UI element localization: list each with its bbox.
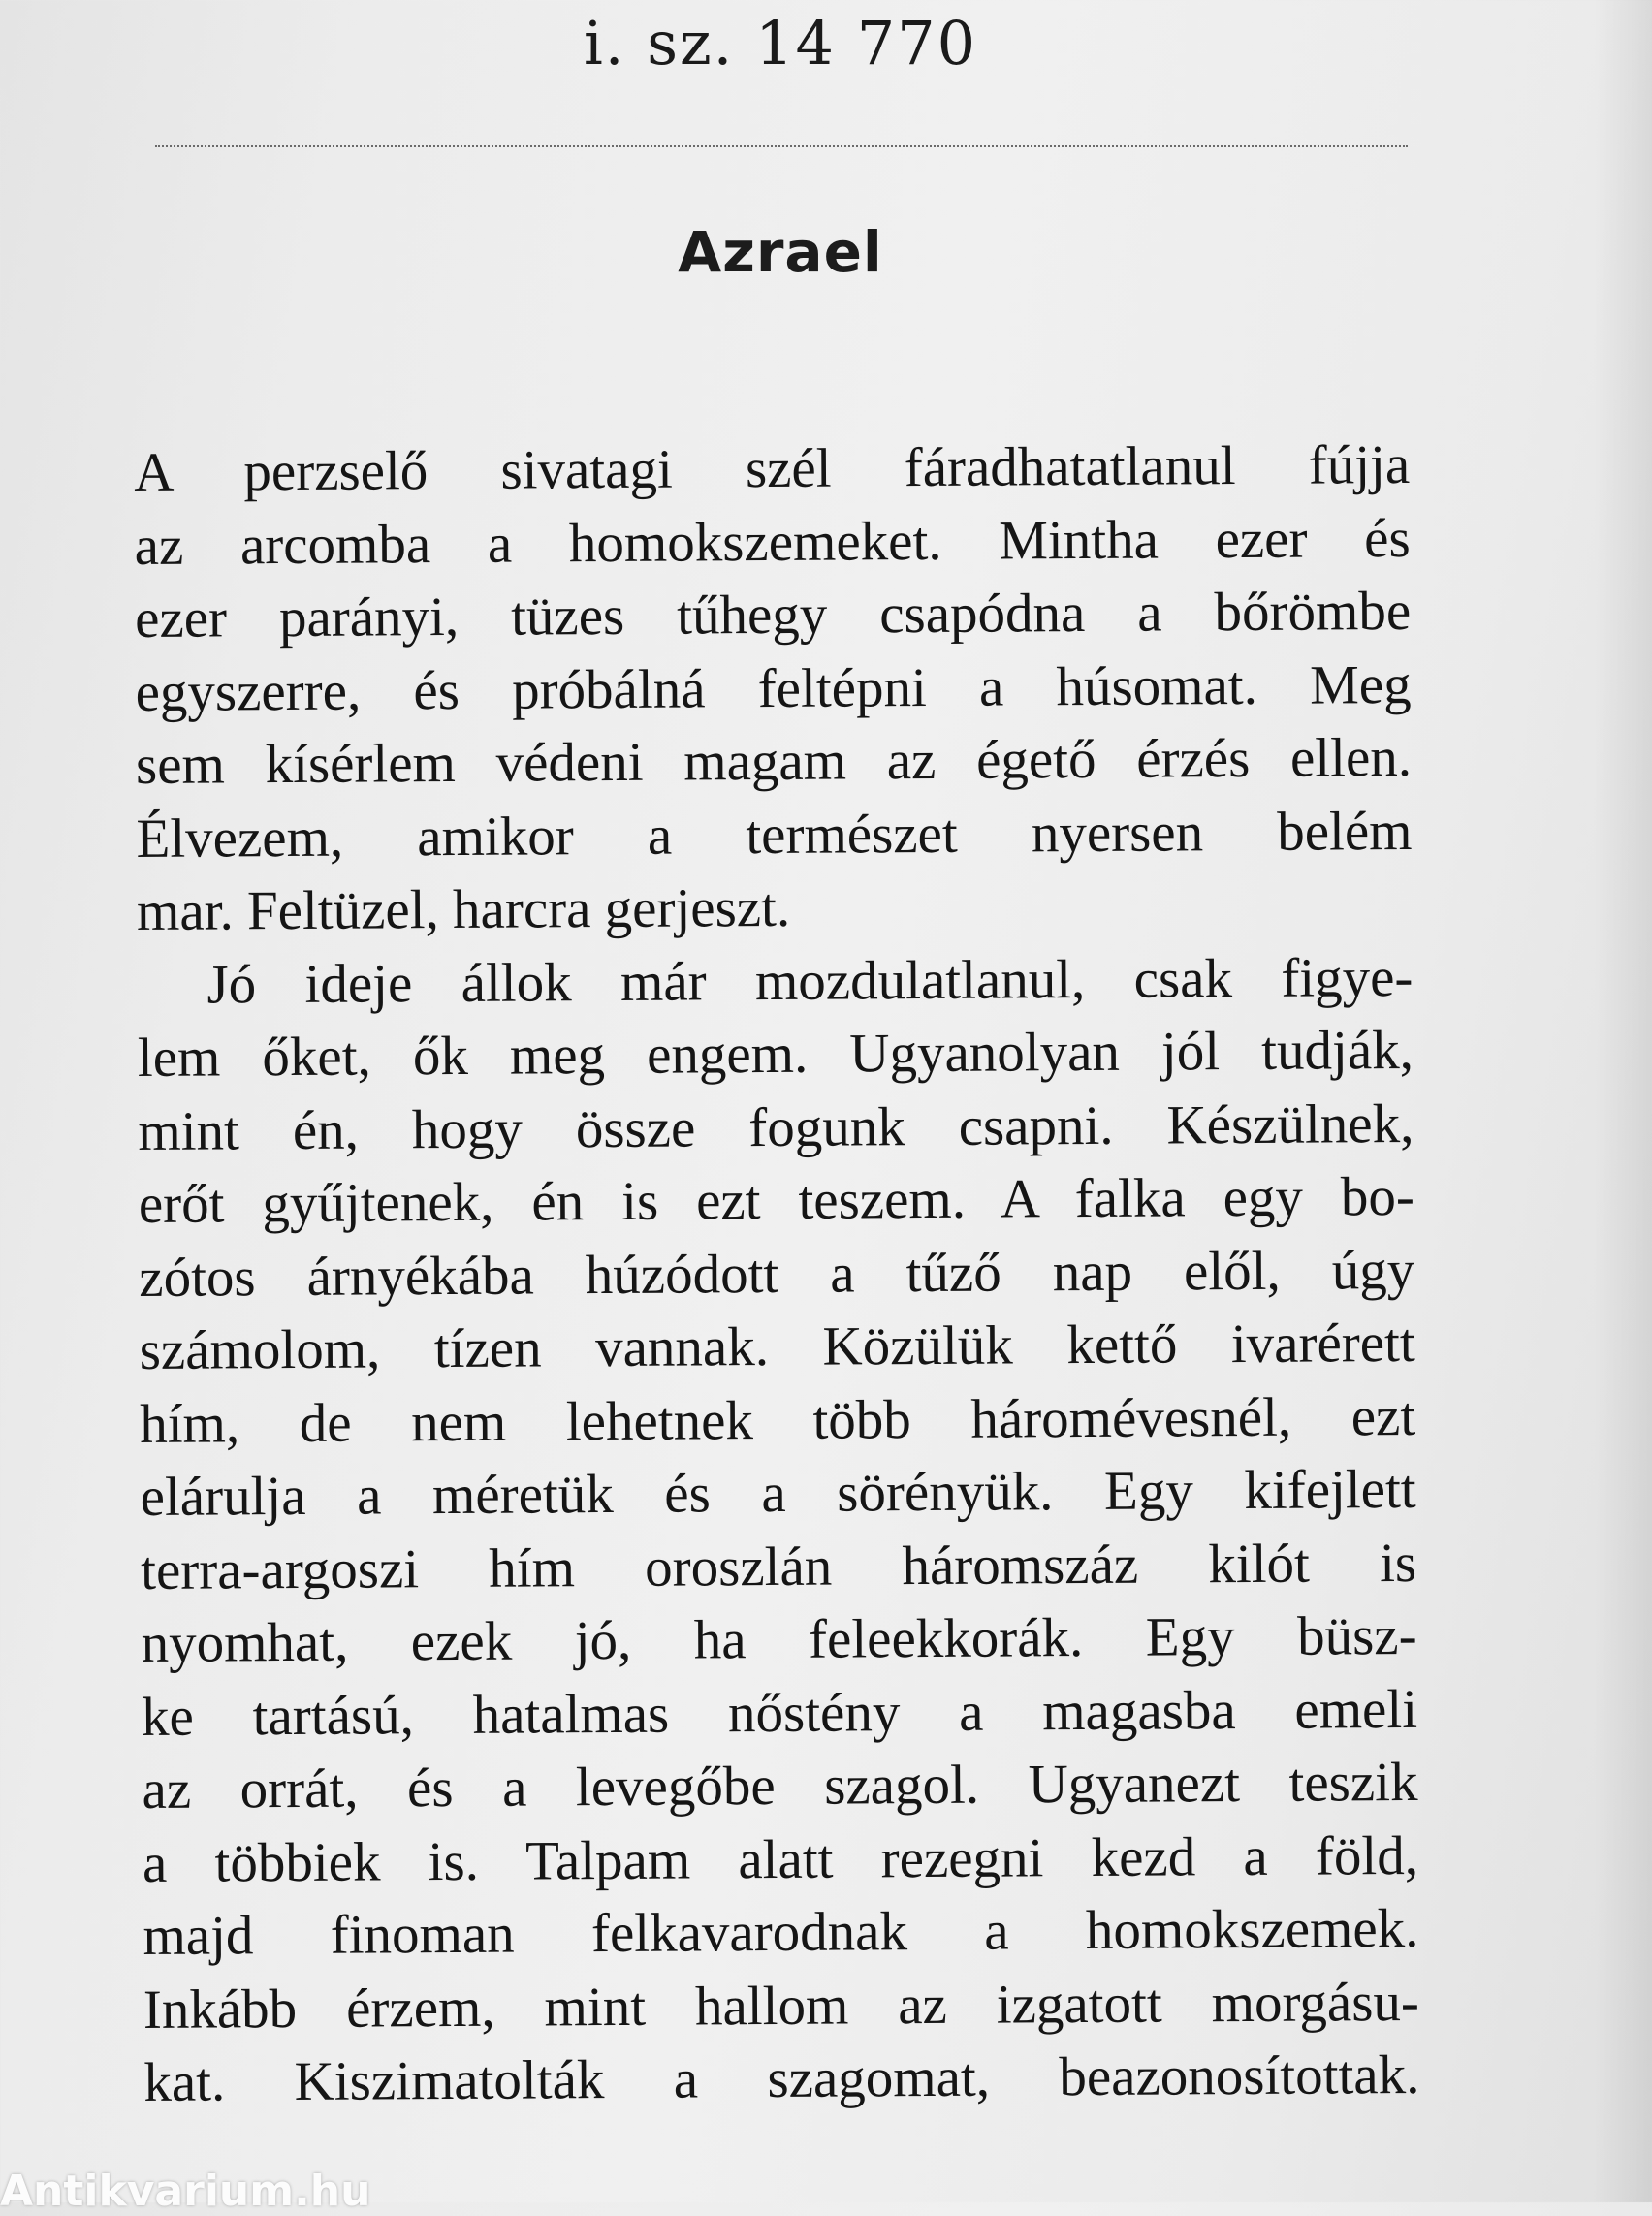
text-line: Élvezem, amikor a természet nyersen belém <box>136 800 1413 870</box>
page-edge-shadow <box>1594 0 1652 2202</box>
text-line: ke tartású, hatalmas nőstény a magasba emeli <box>141 1678 1418 1748</box>
text-line: a többiek is. Talpam alatt rezegni kezd a föld, <box>142 1824 1419 1894</box>
text-line: kat. Kiszimatolták a szagomat, beazonosítottak. <box>143 2043 1420 2113</box>
text-line: nyomhat, ezek jó, ha feleekkorák. Egy büsz- <box>141 1604 1417 1674</box>
text-line: terra-argoszi hím oroszlán háromszáz kilót is <box>140 1532 1417 1601</box>
text-line: ezer parányi, tüzes tűhegy csapódna a bőrömbe <box>134 580 1412 649</box>
text-line: majd finoman felkavarodnak a homokszemek. <box>143 1897 1419 1967</box>
text-line: zótos árnyékába húzódott a tűző nap elől, úgy <box>139 1239 1415 1309</box>
text-line: Jó ideje állok már mozdulatlanul, csak figye- <box>206 946 1414 1016</box>
text-line: hím, de nem lehetnek több háromévesnél, ezt <box>140 1385 1416 1455</box>
text-line: számolom, tízen vannak. Közülük kettő ivarérett <box>139 1312 1415 1381</box>
text-line: A perzselő sivatagi szél fáradhatatlanul fújja <box>134 433 1411 503</box>
text-line: az orrát, és a levegőbe szagol. Ugyanezt teszik <box>142 1751 1418 1820</box>
running-head: i. sz. 14 770 <box>583 8 978 79</box>
paragraph-1 <box>134 428 1413 949</box>
text-line: mint én, hogy össze fogunk csapni. Készülnek, <box>138 1092 1414 1162</box>
text-line: az arcomba a homokszemeket. Mintha ezer és <box>134 507 1411 577</box>
text-line: egyszerre, és próbálná feltépni a húsomat. Meg <box>135 653 1412 723</box>
text-line: lem őket, ők meg engem. Ugyanolyan jól tudják, <box>137 1019 1414 1089</box>
body-text <box>134 428 1420 2120</box>
text-line: sem kísérlem védeni magam az égető érzés ellen. <box>135 726 1413 796</box>
chapter-title: Azrael <box>678 219 883 285</box>
text-line: erőt gyűjtenek, én is ezt teszem. A falka egy bo- <box>138 1165 1415 1235</box>
header-divider <box>155 145 1408 147</box>
paragraph-2 <box>137 940 1419 2119</box>
text-line: elárulja a méretük és a sörényük. Egy kifejlett <box>140 1458 1416 1528</box>
watermark: Antikvarium.hu <box>0 2167 371 2216</box>
text-line: mar. Feltüzel, harcra gerjeszt. <box>136 876 791 942</box>
text-line: Inkább érzem, mint hallom az izgatott morgásu- <box>143 1971 1420 2041</box>
